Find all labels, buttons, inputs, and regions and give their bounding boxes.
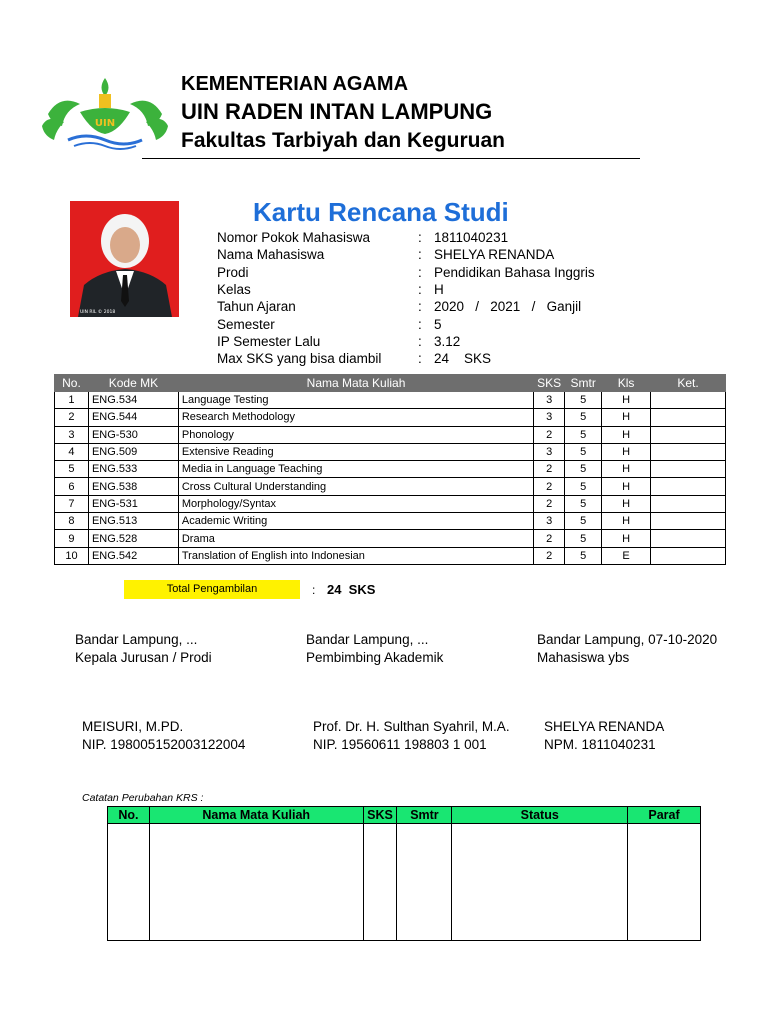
info-colon: : [418,247,422,263]
cell-kls: H [602,478,651,495]
notes-caption: Catatan Perubahan KRS : [82,792,204,804]
notes-cell [628,824,701,941]
cell-kls: H [602,461,651,478]
cell-nama: Academic Writing [178,513,533,530]
cell-kode: ENG.513 [88,513,178,530]
cell-smtr: 5 [565,478,602,495]
cell-no: 2 [55,409,89,426]
cell-smtr: 5 [565,547,602,564]
cell-smtr: 5 [565,530,602,547]
info-colon: : [418,351,422,367]
table-row [55,513,726,530]
cell-smtr: 5 [565,426,602,443]
cell-kode: ENG.509 [88,443,178,460]
cell-ket [651,495,726,512]
info-value: H [434,281,444,297]
info-label: Kelas [217,281,251,297]
notes-col-status: Status [452,807,628,824]
table-row [55,443,726,460]
col-header-no: No. [55,375,89,392]
cell-sks: 2 [534,478,565,495]
cell-ket [651,443,726,460]
university-logo [40,74,170,154]
cell-kode: ENG.528 [88,530,178,547]
notes-cell [149,824,363,941]
info-label: Prodi [217,264,249,280]
info-colon: : [418,281,422,297]
sig-name: SHELYA RENANDA [544,719,665,734]
cell-kls: H [602,443,651,460]
notes-cell [397,824,452,941]
cell-ket [651,426,726,443]
col-header-nama: Nama Mata Kuliah [178,375,533,392]
sig-id: NIP. 19560611 198803 1 001 [313,737,487,752]
cell-smtr: 5 [565,513,602,530]
sig-role: Pembimbing Akademik [306,650,444,665]
total-colon: : [312,583,316,597]
cell-no: 10 [55,547,89,564]
info-value: 24 SKS [434,351,492,367]
notes-table [107,806,701,941]
sig-place-date: Bandar Lampung, ... [75,632,198,647]
cell-sks: 2 [534,495,565,512]
card-title: Kartu Rencana Studi [253,197,509,227]
info-label: Tahun Ajaran [217,299,296,315]
info-label: Semester [217,316,275,332]
cell-kode: ENG.544 [88,409,178,426]
cell-kode: ENG-530 [88,426,178,443]
cell-smtr: 5 [565,409,602,426]
cell-sks: 3 [534,443,565,460]
table-row [55,530,726,547]
cell-kls: H [602,530,651,547]
notes-col-paraf: Paraf [628,807,701,824]
cell-no: 1 [55,392,89,409]
info-value: 1811040231 [434,230,509,245]
info-label: IP Semester Lalu [217,333,321,349]
cell-smtr: 5 [565,461,602,478]
table-row [55,461,726,478]
info-colon: : [418,299,422,315]
cell-ket [651,530,726,547]
col-header-kode: Kode MK [88,375,178,392]
cell-sks: 3 [534,392,565,409]
info-label: Nomor Pokok Mahasiswa [217,230,371,245]
total-value: 24 SKS [327,582,376,597]
cell-nama: Cross Cultural Understanding [178,478,533,495]
sig-place-date: Bandar Lampung, 07-10-2020 [537,632,718,647]
info-label: Nama Mahasiswa [217,247,325,263]
info-value: 5 [434,316,442,332]
cell-no: 4 [55,443,89,460]
col-header-kls: Kls [602,375,651,392]
cell-nama: Research Methodology [178,409,533,426]
cell-ket [651,409,726,426]
cell-no: 3 [55,426,89,443]
info-value: 2020 / 2021 / Ganjil [434,299,582,315]
col-header-sks: SKS [534,375,565,392]
course-table [54,374,726,565]
notes-cell [452,824,628,941]
notes-cell [108,824,150,941]
cell-ket [651,513,726,530]
info-value: 3.12 [434,333,461,349]
cell-ket [651,478,726,495]
cell-no: 7 [55,495,89,512]
notes-col-sks: SKS [363,807,397,824]
notes-header-row [108,807,701,824]
cell-ket [651,547,726,564]
sig-role: Kepala Jurusan / Prodi [75,650,212,665]
cell-nama: Translation of English into Indonesian [178,547,533,564]
cell-sks: 3 [534,409,565,426]
cell-smtr: 5 [565,443,602,460]
cell-kls: H [602,392,651,409]
info-value: SHELYA RENANDA [434,247,555,263]
cell-sks: 2 [534,530,565,547]
university-name: UIN RADEN INTAN LAMPUNG [181,99,493,124]
total-label: Total Pengambilan [124,580,300,599]
ministry-name: KEMENTERIAN AGAMA [181,73,409,95]
table-row [55,495,726,512]
cell-ket [651,461,726,478]
header-divider [142,158,640,159]
cell-kode: ENG.533 [88,461,178,478]
sig-id: NPM. 1811040231 [544,737,656,752]
table-row [55,392,726,409]
table-header-row [55,375,726,392]
notes-empty-row [108,824,701,941]
table-row [55,547,726,564]
cell-sks: 2 [534,426,565,443]
table-row [55,409,726,426]
cell-smtr: 5 [565,495,602,512]
col-header-smtr: Smtr [565,375,602,392]
cell-kls: E [602,547,651,564]
col-header-ket: Ket. [651,375,726,392]
svg-text:UIN: UIN [94,118,116,129]
table-row [55,426,726,443]
sig-place-date: Bandar Lampung, ... [306,632,429,647]
cell-nama: Morphology/Syntax [178,495,533,512]
sig-name: MEISURI, M.PD. [82,719,184,734]
cell-nama: Media in Language Teaching [178,461,533,478]
notes-cell [363,824,397,941]
cell-sks: 3 [534,513,565,530]
cell-kls: H [602,426,651,443]
notes-col-smtr: Smtr [397,807,452,824]
cell-no: 6 [55,478,89,495]
notes-col-no: No. [108,807,150,824]
cell-kls: H [602,495,651,512]
cell-sks: 2 [534,461,565,478]
cell-no: 8 [55,513,89,530]
cell-kode: ENG.538 [88,478,178,495]
faculty-name: Fakultas Tarbiyah dan Keguruan [181,129,506,152]
svg-text:UIN RIL © 2018: UIN RIL © 2018 [80,310,116,315]
sig-id: NIP. 198005152003122004 [82,737,246,752]
cell-no: 5 [55,461,89,478]
cell-sks: 2 [534,547,565,564]
sig-role: Mahasiswa ybs [537,650,630,665]
cell-ket [651,392,726,409]
cell-nama: Extensive Reading [178,443,533,460]
table-row [55,478,726,495]
sig-name: Prof. Dr. H. Sulthan Syahril, M.A. [313,719,510,734]
cell-nama: Language Testing [178,392,533,409]
info-colon: : [418,333,422,349]
info-colon: : [418,316,422,332]
notes-col-nama: Nama Mata Kuliah [149,807,363,824]
cell-kode: ENG.534 [88,392,178,409]
cell-kode: ENG-531 [88,495,178,512]
info-colon: : [418,230,422,245]
cell-no: 9 [55,530,89,547]
cell-kls: H [602,409,651,426]
cell-kls: H [602,513,651,530]
info-value: Pendidikan Bahasa Inggris [434,264,595,280]
info-colon: : [418,264,422,280]
cell-nama: Drama [178,530,533,547]
cell-nama: Phonology [178,426,533,443]
info-label: Max SKS yang bisa diambil [217,351,382,367]
cell-kode: ENG.542 [88,547,178,564]
student-photo [70,201,179,317]
cell-smtr: 5 [565,392,602,409]
